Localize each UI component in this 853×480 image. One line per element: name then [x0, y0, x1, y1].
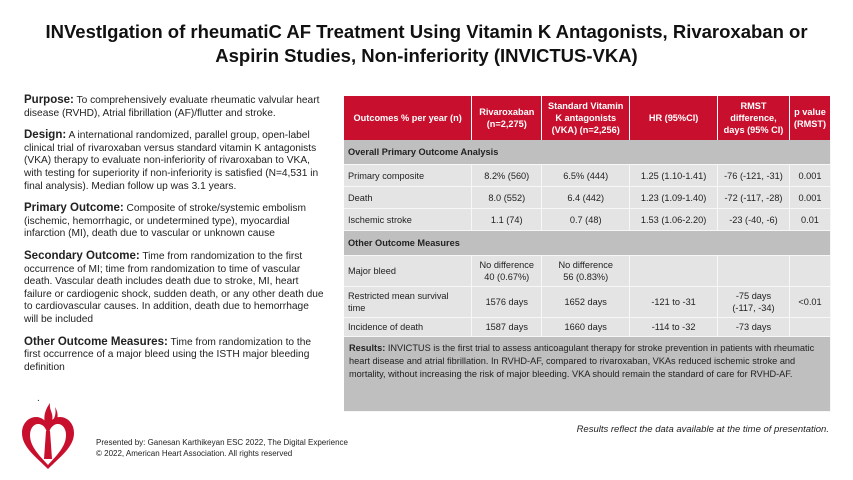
summary-panel	[24, 94, 324, 383]
footer-presenter: Presented by: Ganesan Karthikeyan ESC 2022, The Digital Experience	[96, 438, 348, 447]
design-label: Design:	[24, 129, 67, 142]
results-label: Results:	[349, 343, 386, 353]
table-cell: -75 days (-117, -34)	[718, 287, 790, 318]
table-cell: 1.25 (1.10-1.41)	[630, 165, 718, 187]
footer-copyright: © 2022, American Heart Association. All rights reserved	[96, 449, 293, 458]
purpose-label: Purpose:	[24, 94, 74, 106]
table-cell: Major bleed	[344, 256, 472, 287]
table-cell: 0.001	[789, 165, 830, 187]
table-cell: 1576 days	[472, 287, 542, 318]
table-row	[344, 209, 831, 231]
title-line-1: INVestIgation of rheumatiC AF Treatment Using Vitamin K Antagonists, Rivaroxaban or	[45, 21, 808, 42]
table-cell: No difference 40 (0.67%)	[472, 256, 542, 287]
table-cell	[630, 256, 718, 287]
header-hr: HR (95%CI)	[630, 96, 718, 140]
results-text: INVICTUS is the first trial to assess anticoagulant therapy for stroke prevention in patients with rheumatic heart disease and atrial fibrillation. In RVHD-AF, compared to rivaroxaban, VKAs reduced ischemic stroke and mortality, without increasing the risk of major bleeding. VKA should remain the standard of care for RVHD-AF.	[349, 343, 815, 379]
table-cell: 1660 days	[542, 318, 630, 337]
table-cell: -23 (-40, -6)	[718, 209, 790, 231]
table-cell: -114 to -32	[630, 318, 718, 337]
design-text: A international randomized, parallel group, open-label clinical trial of rivaroxaban versus standard vitamin K antagonists (VKA) therapy to evaluate non-inferiority of rivaroxaban to VKA, with testing for superiority if non-inferiority is satisfied (N=4,531 in final analysis). Median follow up was 3.1 years.	[24, 130, 319, 192]
table-cell: 0.001	[789, 187, 830, 209]
table-cell: Restricted mean survival time	[344, 287, 472, 318]
table-row	[344, 256, 831, 287]
section-label-other: Other Outcome Measures	[344, 231, 831, 256]
table-cell: -72 (-117, -28)	[718, 187, 790, 209]
primary-outcome-text: Composite of stroke/systemic embolism (ischemic, hemorrhagic, or undetermined type), myocardial infarction (MI), death due to vascular or unknown cause	[24, 203, 307, 240]
table-cell: -76 (-121, -31)	[718, 165, 790, 187]
table-cell: Primary composite	[344, 165, 472, 187]
header-rmst: RMST difference, days (95% CI)	[718, 96, 790, 140]
section-row-other	[344, 231, 831, 256]
table-cell	[789, 256, 830, 287]
secondary-outcome-label: Secondary Outcome:	[24, 249, 140, 262]
header-pvalue: p value (RMST)	[789, 96, 830, 140]
page-title	[0, 20, 853, 68]
header-rivaroxaban: Rivaroxaban (n=2,275)	[472, 96, 542, 140]
table-cell: 8.2% (560)	[472, 165, 542, 187]
results-table	[344, 96, 831, 412]
other-outcome-label: Other Outcome Measures:	[24, 335, 168, 348]
primary-outcome-label: Primary Outcome:	[24, 202, 124, 215]
table-cell: 8.0 (552)	[472, 187, 542, 209]
table-cell: -121 to -31	[630, 287, 718, 318]
table-row	[344, 187, 831, 209]
table-cell: 0.7 (48)	[542, 209, 630, 231]
table-row	[344, 318, 831, 337]
section-label-primary: Overall Primary Outcome Analysis	[344, 140, 831, 165]
results-row	[344, 337, 831, 412]
table-row	[344, 165, 831, 187]
table-cell: 0.01	[789, 209, 830, 231]
footer	[96, 437, 348, 459]
table-cell: <0.01	[789, 287, 830, 318]
stray-dot: .	[37, 393, 40, 404]
table-row	[344, 287, 831, 318]
purpose-paragraph	[24, 94, 324, 120]
secondary-outcome-text: Time from randomization to the first occurrence of MI; time from randomization to time of vascular death. Vascular death includes death due to stroke, MI, heart failure or cardiogenic shock, sudden death, or any other death due to cardiovascular causes. In addition, death due to hemorrhage will be included	[24, 250, 324, 325]
table-cell: No difference 56 (0.83%)	[542, 256, 630, 287]
title-line-2: Aspirin Studies, Non-inferiority (INVICTUS-VKA)	[215, 45, 638, 66]
table-cell: Death	[344, 187, 472, 209]
other-outcome-paragraph	[24, 336, 324, 375]
table-cell: 1.53 (1.06-2.20)	[630, 209, 718, 231]
table-cell: -73 days	[718, 318, 790, 337]
purpose-text: To comprehensively evaluate rheumatic valvular heart disease (RVHD), Atrial fibrillation (AF)/flutter and stroke.	[24, 95, 320, 119]
heart-torch-icon	[18, 395, 78, 473]
disclaimer-note: Results reflect the data available at the time of presentation.	[576, 424, 829, 435]
table-cell: Ischemic stroke	[344, 209, 472, 231]
table-cell: 1587 days	[472, 318, 542, 337]
results-cell	[344, 337, 831, 412]
secondary-outcome-paragraph	[24, 250, 324, 327]
table-cell: 1.1 (74)	[472, 209, 542, 231]
table-cell: 1.23 (1.09-1.40)	[630, 187, 718, 209]
table-cell: 6.4 (442)	[542, 187, 630, 209]
table-cell: 6.5% (444)	[542, 165, 630, 187]
table-header-row	[344, 96, 831, 140]
header-vka: Standard Vitamin K antagonists (VKA) (n=2,256)	[542, 96, 630, 140]
table-cell: 1652 days	[542, 287, 630, 318]
section-row-primary	[344, 140, 831, 165]
table-cell	[718, 256, 790, 287]
table-cell	[789, 318, 830, 337]
primary-outcome-paragraph	[24, 202, 324, 241]
table-cell: Incidence of death	[344, 318, 472, 337]
header-outcomes: Outcomes % per year (n)	[344, 96, 472, 140]
design-paragraph	[24, 129, 324, 193]
other-outcome-text: Time from randomization to the first occurrence of a major bleed using the ISTH major bleeding definition	[24, 336, 312, 373]
